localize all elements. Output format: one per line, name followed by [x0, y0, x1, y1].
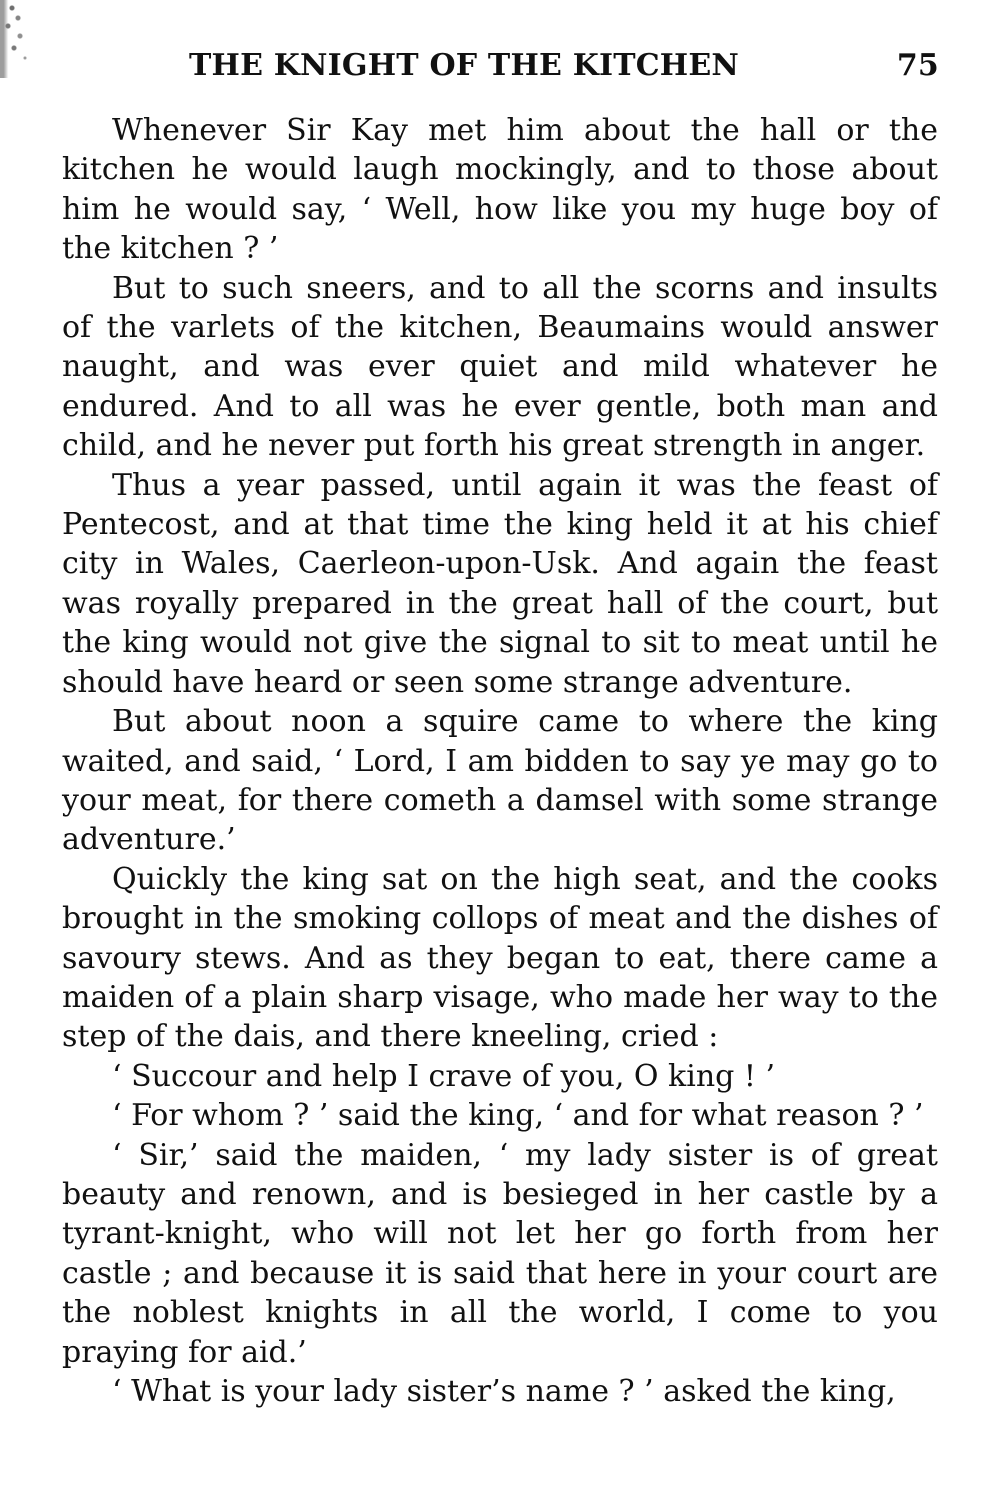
page-header — [189, 48, 939, 92]
chapter-body-text — [62, 111, 938, 1411]
dialogue-for-whom: ‘ For whom ? ’ said the king, ‘ and for what reason ? ’ — [112, 1098, 924, 1134]
running-head-title: THE KNIGHT OF THE KITCHEN — [189, 48, 740, 83]
page-number: 75 — [896, 48, 939, 83]
dialogue-sister-name: ‘ What is your lady sister’s name ? ’ asked the king, — [112, 1374, 896, 1409]
dialogue-succour: ‘ Succour and help I crave of you, O king ! ’ — [112, 1058, 776, 1094]
page-edge-mark — [0, 0, 46, 78]
dialogue-lady-sister: ‘ Sir,’ said the maiden, ‘ my lady sister is of great beauty and renown, and is besieged in her castle by a tyrant-knight, who will not let her go forth from her castle ; and because it is said that here in your court are the noblest knights in all the world, I come to you praying for aid.’ — [62, 1137, 938, 1370]
paragraph-beaumains: But to such sneers, and to all the scorns and insults of the varlets of the kitchen, Beaumains would answer naught, and was ever quiet and mild whatever he endured. And to all was he ever gentle, both man and child, and he never put forth his great strength in anger. — [62, 270, 938, 464]
paragraph-pentecost: Thus a year passed, until again it was the feast of Pentecost, and at that time the king held it at his chief city in Wales, Caerleon-upon-Usk. And again the feast was royally prepared in the great hall of the court, but the king would not give the signal to sit to meat until he should have heard or seen some strange adventure. — [62, 467, 938, 700]
paragraph-maiden-arrives: Quickly the king sat on the high seat, and the cooks brought in the smoking collops of meat and the dishes of savoury stews. And as they began to eat, there came a maiden of a plain sharp visage, who made her way to the step of the dais, and there kneeling, cried : — [62, 861, 938, 1055]
paragraph-squire: But about noon a squire came to where the king waited, and said, ‘ Lord, I am bidden to say ye may go to your meat, for there cometh a damsel with some strange adventure.’ — [62, 704, 938, 858]
paragraph-sir-kay: Whenever Sir Kay met him about the hall or the kitchen he would laugh mockingly, and to those about him he would say, ‘ Well, how like you my huge boy of the kitchen ? ’ — [62, 113, 938, 267]
